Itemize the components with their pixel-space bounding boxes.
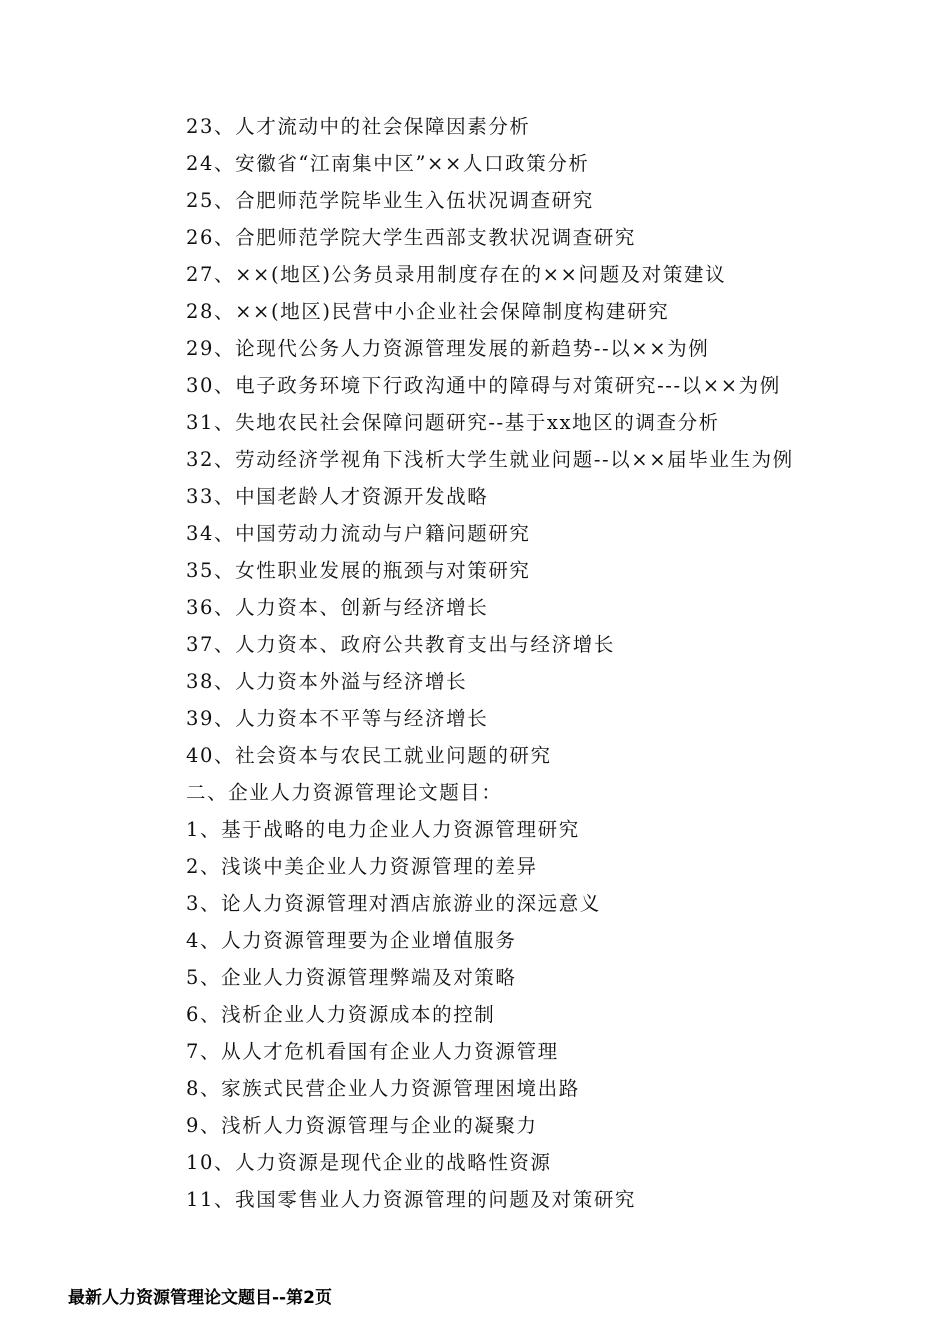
topic-line: 11、我国零售业人力资源管理的问题及对策研究 xyxy=(186,1188,637,1211)
topic-line: 25、合肥师范学院毕业生入伍状况调查研究 xyxy=(186,189,594,212)
topic-line: 40、社会资本与农民工就业问题的研究 xyxy=(186,744,552,767)
topic-line: 5、企业人力资源管理弊端及对策略 xyxy=(186,966,517,989)
topic-line: 37、人力资本、政府公共教育支出与经济增长 xyxy=(186,633,615,656)
topic-line: 38、人力资本外溢与经济增长 xyxy=(186,670,468,693)
topic-line: 24、安徽省“江南集中区”××人口政策分析 xyxy=(186,152,590,175)
topic-line: 2、浅谈中美企业人力资源管理的差异 xyxy=(186,855,538,878)
topic-line: 26、合肥师范学院大学生西部支教状况调查研究 xyxy=(186,226,637,249)
topic-line: 23、人才流动中的社会保障因素分析 xyxy=(186,115,531,138)
topic-line: 7、从人才危机看国有企业人力资源管理 xyxy=(186,1040,559,1063)
topic-line: 6、浅析企业人力资源成本的控制 xyxy=(186,1003,496,1026)
topic-line: 33、中国老龄人才资源开发战略 xyxy=(186,485,489,508)
topic-line: 9、浅析人力资源管理与企业的凝聚力 xyxy=(186,1114,538,1137)
topic-line: 30、电子政务环境下行政沟通中的障碍与对策研究---以××为例 xyxy=(186,374,781,397)
topic-line: 10、人力资源是现代企业的战略性资源 xyxy=(186,1151,552,1174)
topic-line: 35、女性职业发展的瓶颈与对策研究 xyxy=(186,559,531,582)
topic-line: 32、劳动经济学视角下浅析大学生就业问题--以××届毕业生为例 xyxy=(186,448,794,471)
topic-line: 8、家族式民营企业人力资源管理困境出路 xyxy=(186,1077,580,1100)
topic-list xyxy=(186,108,794,1218)
topic-line: 34、中国劳动力流动与户籍问题研究 xyxy=(186,522,531,545)
page-footer: 最新人力资源管理论文题目--第2页 xyxy=(68,1288,332,1308)
topic-line: 4、人力资源管理要为企业增值服务 xyxy=(186,929,517,952)
topic-line: 39、人力资本不平等与经济增长 xyxy=(186,707,489,730)
topic-line: 31、失地农民社会保障问题研究--基于xx地区的调查分析 xyxy=(186,411,720,434)
topic-line: 3、论人力资源管理对酒店旅游业的深远意义 xyxy=(186,892,601,915)
topic-line: 29、论现代公务人力资源管理发展的新趋势--以××为例 xyxy=(186,337,710,360)
topic-line: 28、××(地区)民营中小企业社会保障制度构建研究 xyxy=(186,300,670,323)
topic-line: 1、基于战略的电力企业人力资源管理研究 xyxy=(186,818,580,841)
topic-line: 36、人力资本、创新与经济增长 xyxy=(186,596,489,619)
topic-line: 27、××(地区)公务员录用制度存在的××问题及对策建议 xyxy=(186,263,727,286)
topic-line: 二、企业人力资源管理论文题目： xyxy=(186,781,503,804)
